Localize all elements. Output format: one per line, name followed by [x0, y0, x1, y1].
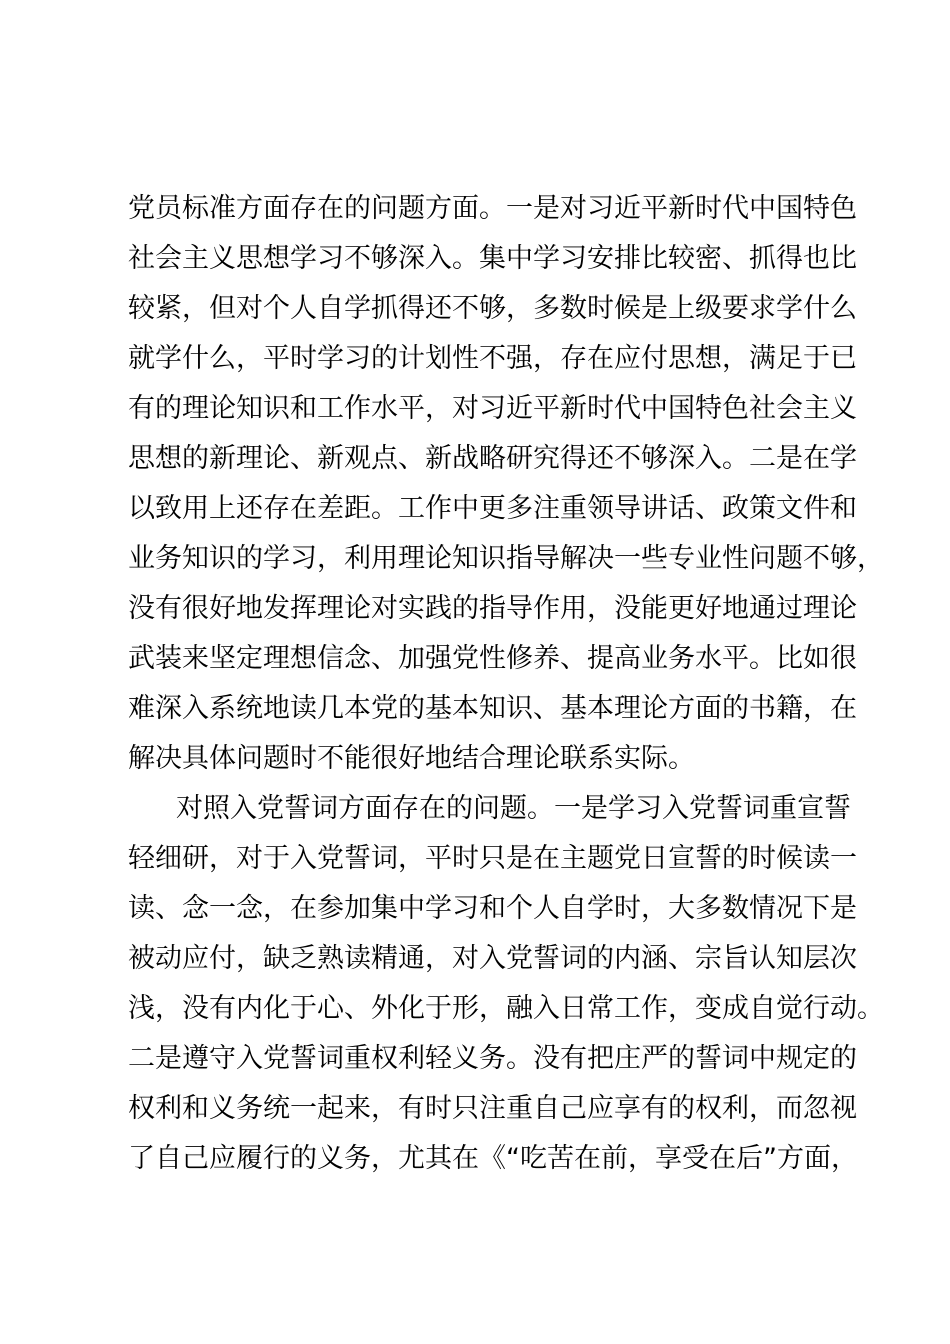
- text-line: 轻细研，对于入党誓词，平时只是在主题党日宣誓的时候读一: [128, 843, 857, 874]
- text-line: 业务知识的学习，利用理论知识指导解决一些专业性问题不够，: [128, 543, 884, 574]
- paragraph-party-oath: [128, 784, 884, 1184]
- text-line: 没有很好地发挥理论对实践的指导作用，没能更好地通过理论: [128, 593, 857, 624]
- text-line: 解决具体问题时不能很好地结合理论联系实际。: [128, 743, 695, 774]
- text-line: 有的理论知识和工作水平，对习近平新时代中国特色社会主义: [128, 393, 857, 424]
- text-line: 浅，没有内化于心、外化于形，融入日常工作，变成自觉行动。: [128, 993, 884, 1024]
- text-line: 党员标准方面存在的问题方面。一是对习近平新时代中国特色: [128, 193, 857, 224]
- text-line: 权利和义务统一起来，有时只注重自己应享有的权利，而忽视: [128, 1093, 857, 1124]
- text-line: 社会主义思想学习不够深入。集中学习安排比较密、抓得也比: [128, 243, 857, 274]
- text-line: 以致用上还存在差距。工作中更多注重领导讲话、政策文件和: [128, 493, 857, 524]
- text-line: 了自己应履行的义务，尤其在《“吃苦在前，享受在后”方面，: [128, 1143, 858, 1174]
- text-line: 读、念一念，在参加集中学习和个人自学时，大多数情况下是: [128, 893, 857, 924]
- document-body: [128, 184, 884, 1184]
- text-line: 被动应付，缺乏熟读精通，对入党誓词的内涵、宗旨认知层次: [128, 943, 857, 974]
- text-line: 较紧，但对个人自学抓得还不够，多数时候是上级要求学什么: [128, 293, 857, 324]
- paragraph-party-member-standards: [128, 184, 884, 784]
- text-line-indented: 对照入党誓词方面存在的问题。一是学习入党誓词重宣誓: [176, 793, 851, 824]
- text-line: 难深入系统地读几本党的基本知识、基本理论方面的书籍，在: [128, 693, 857, 724]
- text-line: 二是遵守入党誓词重权利轻义务。没有把庄严的誓词中规定的: [128, 1043, 857, 1074]
- text-line: 武装来坚定理想信念、加强党性修养、提高业务水平。比如很: [128, 643, 857, 674]
- text-line: 思想的新理论、新观点、新战略研究得还不够深入。二是在学: [128, 443, 857, 474]
- text-line: 就学什么，平时学习的计划性不强，存在应付思想，满足于已: [128, 343, 857, 374]
